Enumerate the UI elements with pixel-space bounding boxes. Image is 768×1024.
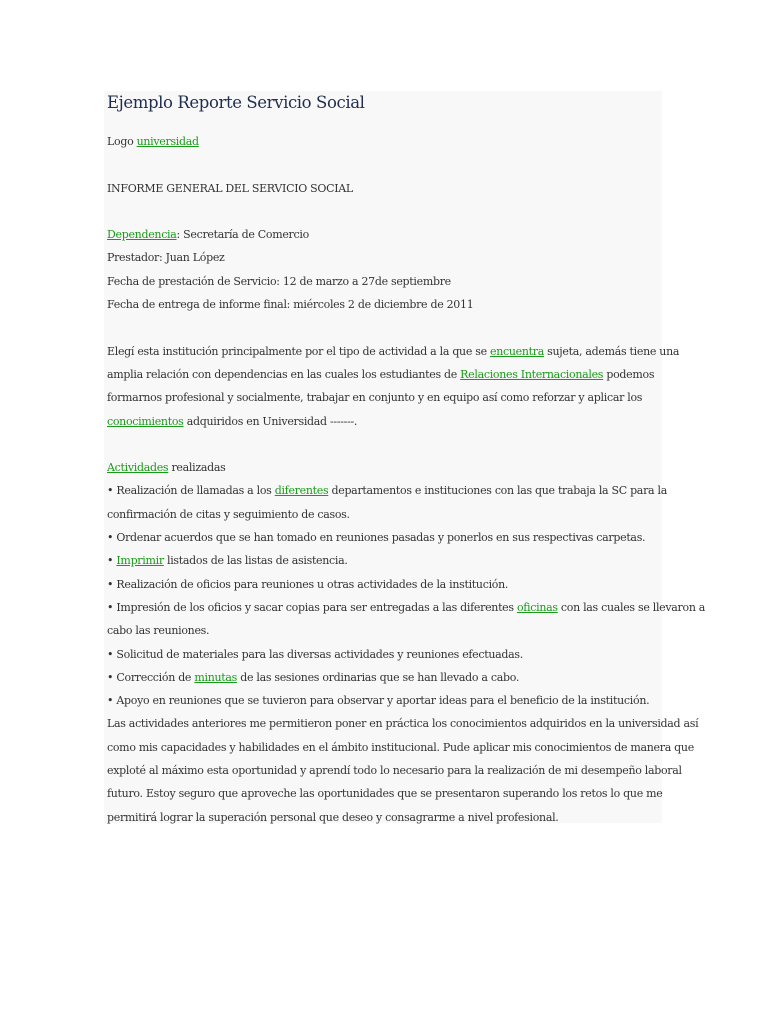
minutas-link[interactable]: minutas bbox=[194, 670, 237, 684]
conocimientos-link[interactable]: conocimientos bbox=[107, 414, 184, 428]
list-item: • Impresión de los oficios y sacar copias para ser entregadas a las diferentes oficinas con las cuales se llevaron a bbox=[107, 600, 706, 614]
actividades-link[interactable]: Actividades bbox=[107, 461, 169, 475]
intro-paragraph: Elegí esta institución principalmente por el tipo de actividad a la que se encuentra sujeta, además tiene una amplia relación con dependencias en las cuales los estudiantes de Relaciones Internacionales podemos formarnos profesional y socialmente, trabajar en conjunto y en equipo así como reforzar y aplicar los conocimientos adquiridos en Universidad -------. bbox=[107, 344, 680, 428]
dependencia-line: Dependencia: Secretaría de Comercio bbox=[107, 228, 309, 242]
list-item: • Apoyo en reuniones que se tuvieron para observar y aportar ideas para el beneficio de la institución. bbox=[107, 694, 650, 708]
report-heading: INFORME GENERAL DEL SERVICIO SOCIAL bbox=[107, 181, 353, 195]
diferentes-link[interactable]: diferentes bbox=[274, 484, 329, 498]
fecha-entrega-line: Fecha de entrega de informe final: miércoles 2 de diciembre de 2011 bbox=[107, 298, 474, 312]
fecha-prestacion-line: Fecha de prestación de Servicio: 12 de marzo a 27de septiembre bbox=[107, 274, 451, 288]
prestador-line: Prestador: Juan López bbox=[107, 251, 225, 265]
document-content bbox=[107, 91, 706, 829]
list-item-continuation: cabo las reuniones. bbox=[107, 624, 210, 638]
list-item: • Imprimir listados de las listas de asistencia. bbox=[107, 554, 348, 568]
page-title: Ejemplo Reporte Servicio Social bbox=[107, 93, 365, 112]
list-item: • Ordenar acuerdos que se han tomado en reuniones pasadas y ponerlos en sus respectivas carpetas. bbox=[107, 531, 646, 545]
list-item: • Realización de oficios para reuniones u otras actividades de la institución. bbox=[107, 577, 509, 591]
list-item-continuation: confirmación de citas y seguimiento de casos. bbox=[107, 507, 350, 521]
encuentra-link[interactable]: encuentra bbox=[490, 344, 544, 358]
list-item: • Realización de llamadas a los diferentes departamentos e instituciones con las que trabaja la SC para la bbox=[107, 484, 667, 498]
oficinas-link[interactable]: oficinas bbox=[516, 600, 558, 614]
dependencia-link[interactable]: Dependencia bbox=[107, 228, 177, 242]
activities-section bbox=[107, 456, 706, 712]
list-item: • Solicitud de materiales para las diversas actividades y reuniones efectuadas. bbox=[107, 647, 523, 661]
relaciones-internacionales-link[interactable]: Relaciones Internacionales bbox=[460, 367, 604, 381]
list-item: • Corrección de minutas de las sesiones ordinarias que se han llevado a cabo. bbox=[107, 670, 520, 684]
universidad-link[interactable]: universidad bbox=[136, 135, 199, 148]
imprimir-link[interactable]: Imprimir bbox=[116, 554, 164, 568]
logo-line: Logo universidad bbox=[107, 135, 199, 148]
closing-paragraph: Las actividades anteriores me permitieron poner en práctica los conocimientos adquiridos en la universidad así como mis capacidades y habilidades en el ámbito institucional. Pude aplicar mis conocimientos de manera que exploté al máximo esta oportunidad y aprendí todo lo necesario para la realización de mi desempeño laboral futuro. Estoy seguro que aproveche las oportunidades que se presentaron superando los retos lo que me permitirá lograr la superación personal que deseo y consagrarme a nivel profesional. bbox=[107, 717, 699, 824]
activities-heading: Actividades realizadas bbox=[107, 461, 226, 475]
